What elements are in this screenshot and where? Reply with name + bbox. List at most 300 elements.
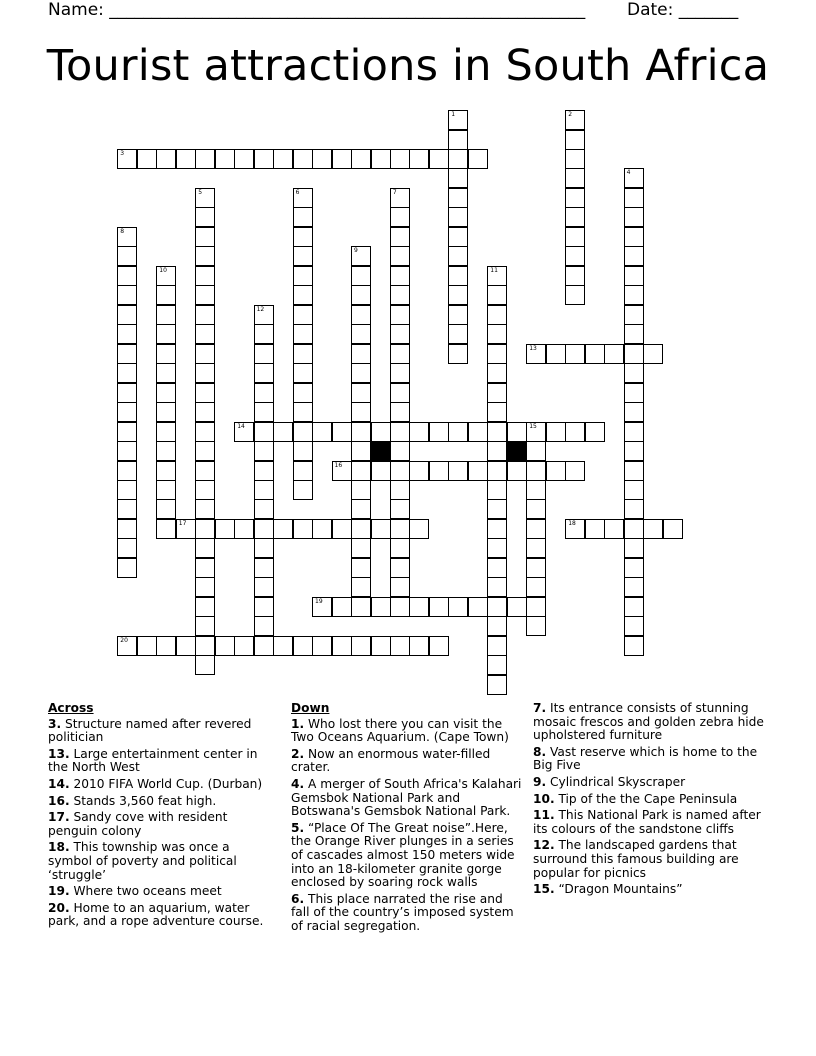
- grid-cell[interactable]: [526, 461, 546, 481]
- grid-cell[interactable]: [487, 577, 507, 597]
- grid-cell[interactable]: [195, 188, 215, 208]
- grid-cell[interactable]: [351, 499, 371, 519]
- grid-cell[interactable]: [156, 499, 176, 519]
- grid-cell[interactable]: [448, 324, 468, 344]
- grid-cell[interactable]: [624, 538, 644, 558]
- grid-cell[interactable]: [526, 422, 546, 442]
- grid-cell[interactable]: [624, 285, 644, 305]
- grid-cell[interactable]: [312, 422, 332, 442]
- grid-cell[interactable]: [117, 305, 137, 325]
- grid-cell[interactable]: [351, 558, 371, 578]
- grid-cell[interactable]: [409, 461, 429, 481]
- grid-cell[interactable]: [351, 422, 371, 442]
- grid-cell[interactable]: [293, 188, 313, 208]
- grid-cell[interactable]: [624, 422, 644, 442]
- grid-cell[interactable]: [643, 519, 663, 539]
- grid-cell[interactable]: [624, 305, 644, 325]
- grid-cell[interactable]: [254, 344, 274, 364]
- grid-cell[interactable]: [487, 383, 507, 403]
- grid-cell[interactable]: [409, 636, 429, 656]
- grid-cell[interactable]: [254, 480, 274, 500]
- grid-cell[interactable]: [448, 266, 468, 286]
- grid-cell[interactable]: [409, 597, 429, 617]
- grid-cell[interactable]: [195, 597, 215, 617]
- grid-cell[interactable]: [195, 499, 215, 519]
- grid-cell[interactable]: [390, 499, 410, 519]
- grid-cell[interactable]: [448, 285, 468, 305]
- grid-cell[interactable]: [351, 597, 371, 617]
- grid-cell[interactable]: [468, 597, 488, 617]
- grid-cell[interactable]: [526, 597, 546, 617]
- grid-cell[interactable]: [351, 461, 371, 481]
- grid-cell[interactable]: [195, 461, 215, 481]
- grid-cell[interactable]: [487, 324, 507, 344]
- grid-cell[interactable]: [351, 636, 371, 656]
- grid-cell[interactable]: [526, 441, 546, 461]
- grid-cell[interactable]: [195, 305, 215, 325]
- grid-cell[interactable]: [117, 558, 137, 578]
- grid-cell[interactable]: [273, 149, 293, 169]
- grid-cell[interactable]: [371, 422, 391, 442]
- grid-cell[interactable]: [351, 519, 371, 539]
- grid-cell[interactable]: [293, 344, 313, 364]
- clue-number: 13: [529, 344, 537, 352]
- grid-cell[interactable]: [390, 207, 410, 227]
- grid-cell[interactable]: [117, 480, 137, 500]
- grid-cell[interactable]: [371, 519, 391, 539]
- grid-cell[interactable]: [487, 285, 507, 305]
- grid-cell[interactable]: [371, 149, 391, 169]
- grid-cell[interactable]: [565, 149, 585, 169]
- clue-item: [533, 776, 769, 790]
- grid-cell[interactable]: [526, 558, 546, 578]
- grid-cell[interactable]: [312, 597, 332, 617]
- grid-cell[interactable]: [117, 383, 137, 403]
- grid-cell[interactable]: [487, 480, 507, 500]
- grid-cell[interactable]: [195, 558, 215, 578]
- grid-cell[interactable]: [195, 363, 215, 383]
- grid-cell[interactable]: [254, 324, 274, 344]
- grid-cell[interactable]: [585, 422, 605, 442]
- grid-cell[interactable]: [487, 655, 507, 675]
- grid-cell[interactable]: [195, 577, 215, 597]
- grid-cell[interactable]: [448, 461, 468, 481]
- grid-cell[interactable]: [507, 422, 527, 442]
- grid-cell[interactable]: [137, 636, 157, 656]
- grid-cell[interactable]: [624, 188, 644, 208]
- grid-cell[interactable]: [351, 441, 371, 461]
- grid-cell[interactable]: [293, 383, 313, 403]
- grid-cell[interactable]: [351, 538, 371, 558]
- grid-cell[interactable]: [487, 636, 507, 656]
- grid-cell[interactable]: [487, 363, 507, 383]
- grid-cell[interactable]: [507, 597, 527, 617]
- grid-cell[interactable]: [332, 636, 352, 656]
- grid-cell[interactable]: [351, 480, 371, 500]
- grid-cell[interactable]: [293, 149, 313, 169]
- grid-cell[interactable]: [156, 266, 176, 286]
- grid-cell[interactable]: [526, 538, 546, 558]
- grid-cell[interactable]: [390, 461, 410, 481]
- grid-cell[interactable]: [234, 149, 254, 169]
- grid-cell[interactable]: [156, 636, 176, 656]
- grid-cell[interactable]: [487, 597, 507, 617]
- grid-cell[interactable]: [176, 149, 196, 169]
- grid-cell[interactable]: [624, 266, 644, 286]
- grid-cell[interactable]: [293, 519, 313, 539]
- grid-cell[interactable]: [624, 461, 644, 481]
- grid-cell[interactable]: [487, 344, 507, 364]
- grid-cell[interactable]: [234, 422, 254, 442]
- grid-cell[interactable]: [526, 480, 546, 500]
- grid-cell[interactable]: [526, 519, 546, 539]
- grid-cell[interactable]: [195, 441, 215, 461]
- grid-cell[interactable]: [254, 149, 274, 169]
- grid-cell[interactable]: [293, 305, 313, 325]
- grid-cell[interactable]: [293, 441, 313, 461]
- grid-cell[interactable]: [448, 110, 468, 130]
- grid-cell[interactable]: [215, 519, 235, 539]
- grid-cell[interactable]: [156, 344, 176, 364]
- grid-cell[interactable]: [312, 519, 332, 539]
- grid-cell[interactable]: [487, 266, 507, 286]
- grid-cell[interactable]: [585, 519, 605, 539]
- grid-cell[interactable]: [390, 285, 410, 305]
- grid-cell[interactable]: [273, 519, 293, 539]
- grid-cell[interactable]: [254, 577, 274, 597]
- grid-cell[interactable]: [429, 422, 449, 442]
- grid-cell[interactable]: [293, 636, 313, 656]
- grid-cell[interactable]: [117, 402, 137, 422]
- grid-cell[interactable]: [468, 422, 488, 442]
- grid-cell[interactable]: [293, 363, 313, 383]
- grid-cell[interactable]: [390, 363, 410, 383]
- grid-cell[interactable]: [332, 519, 352, 539]
- grid-cell[interactable]: [448, 597, 468, 617]
- grid-cell[interactable]: [565, 519, 585, 539]
- grid-cell[interactable]: [487, 305, 507, 325]
- grid-cell[interactable]: [371, 636, 391, 656]
- grid-cell[interactable]: [390, 344, 410, 364]
- grid-cell[interactable]: [254, 441, 274, 461]
- grid-cell[interactable]: [526, 616, 546, 636]
- grid-cell[interactable]: [565, 188, 585, 208]
- grid-cell[interactable]: [487, 422, 507, 442]
- grid-cell[interactable]: [390, 597, 410, 617]
- grid-cell[interactable]: [565, 207, 585, 227]
- grid-cell[interactable]: [254, 422, 274, 442]
- grid-cell[interactable]: [156, 402, 176, 422]
- grid-cell[interactable]: [117, 246, 137, 266]
- grid-cell[interactable]: [137, 149, 157, 169]
- grid-cell[interactable]: [487, 441, 507, 461]
- grid-cell[interactable]: [507, 461, 527, 481]
- grid-cell[interactable]: [390, 558, 410, 578]
- grid-cell[interactable]: [390, 538, 410, 558]
- grid-cell[interactable]: [293, 285, 313, 305]
- grid-cell[interactable]: [624, 441, 644, 461]
- grid-cell[interactable]: [624, 344, 644, 364]
- grid-cell[interactable]: [624, 207, 644, 227]
- grid-cell[interactable]: [390, 227, 410, 247]
- grid-cell[interactable]: [390, 402, 410, 422]
- grid-cell[interactable]: [156, 363, 176, 383]
- grid-cell[interactable]: [195, 246, 215, 266]
- grid-cell[interactable]: [390, 383, 410, 403]
- grid-cell[interactable]: [487, 499, 507, 519]
- grid-cell[interactable]: [215, 636, 235, 656]
- grid-cell[interactable]: [254, 597, 274, 617]
- grid-cell[interactable]: [176, 519, 196, 539]
- grid-cell[interactable]: [409, 519, 429, 539]
- grid-cell[interactable]: [585, 344, 605, 364]
- grid-cell[interactable]: [546, 461, 566, 481]
- grid-cell[interactable]: [351, 305, 371, 325]
- grid-cell[interactable]: [371, 461, 391, 481]
- grid-cell[interactable]: [254, 461, 274, 481]
- grid-cell[interactable]: [156, 285, 176, 305]
- grid-cell[interactable]: [448, 207, 468, 227]
- grid-cell[interactable]: [390, 519, 410, 539]
- grid-cell[interactable]: [487, 616, 507, 636]
- grid-cell[interactable]: [351, 149, 371, 169]
- grid-cell[interactable]: [332, 149, 352, 169]
- grid-cell[interactable]: [390, 480, 410, 500]
- grid-cell[interactable]: [624, 577, 644, 597]
- grid-cell[interactable]: [254, 519, 274, 539]
- grid-cell[interactable]: [234, 636, 254, 656]
- grid-cell[interactable]: [565, 461, 585, 481]
- grid-cell[interactable]: [293, 324, 313, 344]
- grid-cell[interactable]: [624, 227, 644, 247]
- grid-cell[interactable]: [429, 461, 449, 481]
- grid-cell[interactable]: [390, 422, 410, 442]
- grid-cell[interactable]: [448, 305, 468, 325]
- grid-cell[interactable]: [390, 636, 410, 656]
- grid-cell[interactable]: [565, 266, 585, 286]
- grid-cell[interactable]: [624, 402, 644, 422]
- grid-cell[interactable]: [293, 402, 313, 422]
- grid-cell[interactable]: [351, 363, 371, 383]
- grid-cell[interactable]: [117, 538, 137, 558]
- grid-cell[interactable]: [624, 168, 644, 188]
- grid-cell[interactable]: [351, 324, 371, 344]
- grid-cell[interactable]: [156, 461, 176, 481]
- grid-cell[interactable]: [624, 597, 644, 617]
- grid-cell[interactable]: [468, 149, 488, 169]
- grid-cell[interactable]: [117, 266, 137, 286]
- grid-cell[interactable]: [487, 519, 507, 539]
- grid-cell[interactable]: [565, 422, 585, 442]
- grid-cell[interactable]: [117, 441, 137, 461]
- grid-cell[interactable]: [351, 246, 371, 266]
- grid-cell[interactable]: [293, 422, 313, 442]
- grid-cell[interactable]: [351, 577, 371, 597]
- grid-cell[interactable]: [117, 519, 137, 539]
- grid-cell[interactable]: [195, 422, 215, 442]
- grid-cell[interactable]: [448, 227, 468, 247]
- grid-cell[interactable]: [565, 285, 585, 305]
- grid-cell[interactable]: [117, 324, 137, 344]
- grid-cell[interactable]: [487, 538, 507, 558]
- grid-cell[interactable]: [195, 538, 215, 558]
- grid-cell[interactable]: [195, 207, 215, 227]
- grid-cell[interactable]: [351, 383, 371, 403]
- grid-cell[interactable]: [546, 344, 566, 364]
- grid-cell[interactable]: [195, 655, 215, 675]
- grid-cell[interactable]: [195, 149, 215, 169]
- grid-cell[interactable]: [390, 246, 410, 266]
- grid-cell[interactable]: [117, 285, 137, 305]
- grid-cell[interactable]: [293, 227, 313, 247]
- grid-cell[interactable]: [156, 519, 176, 539]
- grid-cell[interactable]: [448, 149, 468, 169]
- grid-cell[interactable]: [117, 149, 137, 169]
- grid-cell[interactable]: [448, 130, 468, 150]
- grid-cell[interactable]: [293, 461, 313, 481]
- grid-cell[interactable]: [195, 383, 215, 403]
- grid-cell[interactable]: [156, 324, 176, 344]
- clue-text: Tip of the the Cape Peninsula: [554, 791, 738, 806]
- grid-cell[interactable]: [390, 441, 410, 461]
- grid-cell[interactable]: [332, 461, 352, 481]
- grid-cell[interactable]: [624, 616, 644, 636]
- grid-cell[interactable]: [448, 344, 468, 364]
- grid-cell[interactable]: [624, 246, 644, 266]
- grid-cell[interactable]: [448, 188, 468, 208]
- grid-cell[interactable]: [624, 324, 644, 344]
- grid-cell[interactable]: [643, 344, 663, 364]
- grid-cell[interactable]: [448, 246, 468, 266]
- grid-cell[interactable]: [117, 422, 137, 442]
- grid-cell[interactable]: [624, 499, 644, 519]
- grid-cell[interactable]: [156, 149, 176, 169]
- grid-cell[interactable]: [254, 305, 274, 325]
- grid-cell[interactable]: [429, 636, 449, 656]
- grid-cell[interactable]: [254, 616, 274, 636]
- grid-cell[interactable]: [371, 597, 391, 617]
- grid-cell[interactable]: [117, 461, 137, 481]
- grid-cell[interactable]: [156, 480, 176, 500]
- grid-cell[interactable]: [293, 207, 313, 227]
- grid-cell[interactable]: [624, 480, 644, 500]
- clue-number: 8: [120, 227, 125, 235]
- grid-cell[interactable]: [429, 149, 449, 169]
- grid-cell[interactable]: [234, 519, 254, 539]
- grid-cell[interactable]: [487, 558, 507, 578]
- grid-cell[interactable]: [624, 636, 644, 656]
- grid-cell[interactable]: [390, 305, 410, 325]
- grid-cell[interactable]: [565, 246, 585, 266]
- grid-cell[interactable]: [565, 110, 585, 130]
- grid-cell[interactable]: [390, 266, 410, 286]
- grid-cell[interactable]: [195, 324, 215, 344]
- grid-cell[interactable]: [624, 363, 644, 383]
- grid-cell[interactable]: [526, 577, 546, 597]
- grid-cell[interactable]: [293, 246, 313, 266]
- grid-cell[interactable]: [156, 383, 176, 403]
- grid-cell[interactable]: [409, 422, 429, 442]
- grid-cell[interactable]: [117, 363, 137, 383]
- grid-cell[interactable]: [254, 363, 274, 383]
- grid-cell[interactable]: [663, 519, 683, 539]
- grid-cell[interactable]: [195, 402, 215, 422]
- grid-cell[interactable]: [117, 344, 137, 364]
- grid-cell[interactable]: [429, 597, 449, 617]
- grid-cell[interactable]: [273, 636, 293, 656]
- grid-cell[interactable]: [487, 675, 507, 695]
- grid-cell[interactable]: [390, 149, 410, 169]
- grid-cell[interactable]: [195, 227, 215, 247]
- grid-cell[interactable]: [273, 422, 293, 442]
- grid-cell[interactable]: [409, 149, 429, 169]
- grid-cell[interactable]: [332, 597, 352, 617]
- grid-cell[interactable]: [624, 383, 644, 403]
- grid-cell[interactable]: [526, 344, 546, 364]
- grid-cell[interactable]: [604, 519, 624, 539]
- grid-cell[interactable]: [254, 383, 274, 403]
- grid-cell[interactable]: [254, 636, 274, 656]
- grid-cell[interactable]: [448, 422, 468, 442]
- grid-cell[interactable]: [390, 577, 410, 597]
- grid-cell[interactable]: [565, 227, 585, 247]
- grid-cell[interactable]: [176, 636, 196, 656]
- grid-cell[interactable]: [487, 461, 507, 481]
- grid-cell[interactable]: [624, 558, 644, 578]
- grid-cell[interactable]: [215, 149, 235, 169]
- grid-cell[interactable]: [624, 519, 644, 539]
- grid-cell[interactable]: [332, 422, 352, 442]
- grid-cell[interactable]: [195, 480, 215, 500]
- grid-cell[interactable]: [390, 188, 410, 208]
- grid-cell[interactable]: [526, 499, 546, 519]
- grid-cell[interactable]: [254, 558, 274, 578]
- grid-cell[interactable]: [351, 266, 371, 286]
- grid-cell[interactable]: [195, 616, 215, 636]
- grid-cell[interactable]: [156, 305, 176, 325]
- grid-cell[interactable]: [565, 168, 585, 188]
- grid-cell[interactable]: [254, 499, 274, 519]
- grid-cell[interactable]: [351, 402, 371, 422]
- grid-cell[interactable]: [312, 636, 332, 656]
- grid-cell[interactable]: [254, 402, 274, 422]
- grid-cell[interactable]: [351, 344, 371, 364]
- grid-cell[interactable]: [117, 499, 137, 519]
- grid-cell[interactable]: [293, 480, 313, 500]
- grid-cell[interactable]: [195, 519, 215, 539]
- grid-cell[interactable]: [448, 168, 468, 188]
- grid-cell[interactable]: [195, 636, 215, 656]
- grid-cell[interactable]: [195, 344, 215, 364]
- grid-cell[interactable]: [565, 130, 585, 150]
- grid-cell[interactable]: [351, 285, 371, 305]
- grid-cell[interactable]: [195, 285, 215, 305]
- grid-cell[interactable]: [546, 422, 566, 442]
- grid-cell[interactable]: [117, 227, 137, 247]
- grid-cell[interactable]: [390, 324, 410, 344]
- grid-cell[interactable]: [468, 461, 488, 481]
- grid-cell[interactable]: [293, 266, 313, 286]
- grid-cell[interactable]: [117, 636, 137, 656]
- grid-cell[interactable]: [156, 422, 176, 442]
- grid-cell[interactable]: [604, 344, 624, 364]
- grid-cell[interactable]: [156, 441, 176, 461]
- grid-cell[interactable]: [312, 149, 332, 169]
- grid-cell[interactable]: [565, 344, 585, 364]
- grid-cell[interactable]: [254, 538, 274, 558]
- grid-cell[interactable]: [195, 266, 215, 286]
- grid-cell[interactable]: [487, 402, 507, 422]
